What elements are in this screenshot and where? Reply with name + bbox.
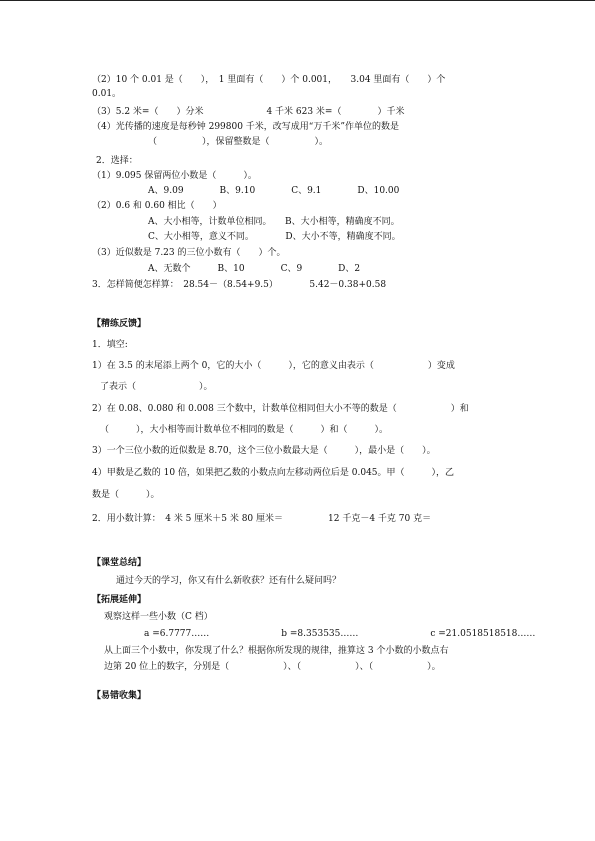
extension-question-line2: 边第 20 位上的数字，分别是（ ）、（ ）、（ ）。 bbox=[104, 662, 441, 672]
q2-line1: （2）10 个 0.01 是（ ）， 1 里面有（ ）个 0.001， 3.04 里面有（ ）个 bbox=[92, 75, 446, 85]
q3-line: （3）5.2 米=（ ）分米 4 千米 623 米=（ ）千米 bbox=[92, 107, 405, 117]
extension-heading: 【拓展延伸】 bbox=[92, 595, 147, 605]
choice-q2: （2）0.6 和 0.60 相比（ ） bbox=[92, 201, 222, 211]
extension-question-line1: 从上面三个小数中，你发现了什么？根据你所发现的规律，推算这 3 个小数的小数点右 bbox=[104, 646, 449, 656]
choice-q3: （3）近似数是 7.23 的三位小数有（ ）个。 bbox=[92, 248, 286, 258]
practice-heading: 【精练反馈】 bbox=[92, 319, 147, 329]
extension-numbers: a =6.7777…… b =8.353535…… c =21.0518518518…… bbox=[144, 629, 536, 639]
q4-line2: （ ），保留整数是（ ）。 bbox=[148, 137, 329, 147]
q2-line2: 0.01。 bbox=[92, 89, 122, 99]
calc-line: 2．用小数计算： 4 米 5 厘米＋5 米 80 厘米＝ 12 千克－4 千克 70 克＝ bbox=[92, 514, 432, 524]
extension-intro: 观察这样一些小数（C 档） bbox=[104, 612, 213, 622]
choice-q2-options-cd: C、大小相等，意义不同。 D、大小不等，精确度不同。 bbox=[148, 232, 401, 242]
choice-q1-options: A、9.09 B、9.10 C、9.1 D、10.00 bbox=[148, 186, 400, 196]
fill-2-line2: （ ），大小相等而计数单位不相同的数是（ ）和（ ）。 bbox=[100, 425, 389, 435]
summary-text: 通过今天的学习，你又有什么新收获？还有什么疑问吗？ bbox=[116, 576, 342, 586]
fill-2-line1: 2）在 0.08、0.080 和 0.008 三个数中，计数单位相同但大小不等的数是（ ）和 bbox=[92, 404, 469, 414]
fill-4-line2: 数是（ ）。 bbox=[92, 490, 160, 500]
simplify-line: 3．怎样简便怎样算： 28.54－（8.54+9.5） 5.42－0.38+0.58 bbox=[92, 280, 387, 290]
fill-3: 3）一个三位小数的近似数是 8.70，这个三位小数最大是（ ），最小是（ ）。 bbox=[92, 446, 436, 456]
fill-1-line2: 了表示（ ）。 bbox=[100, 382, 213, 392]
q4-line1: （4）光传播的速度是每秒钟 299800 千米，改写成用“万千米”作单位的数是 bbox=[92, 122, 400, 132]
fill-4-line1: 4）甲数是乙数的 10 倍，如果把乙数的小数点向左移动两位后是 0.045。甲（ ），乙 bbox=[92, 468, 455, 478]
fill-title: 1．填空: bbox=[92, 340, 128, 350]
choice-title: 2．选择： bbox=[96, 156, 138, 166]
choice-q3-options: A、无数个 B、10 C、9 D、2 bbox=[148, 264, 361, 274]
fill-1-line1: 1）在 3.5 的末尾添上两个 0，它的大小（ ），它的意义由表示（ ）变成 bbox=[92, 361, 455, 371]
choice-q2-options-ab: A、大小相等，计数单位相同。 B、大小相等，精确度不同。 bbox=[148, 217, 400, 227]
choice-q1: （1）9.095 保留两位小数是（ ）。 bbox=[92, 171, 257, 181]
summary-heading: 【课堂总结】 bbox=[92, 558, 147, 568]
errors-heading: 【易错收集】 bbox=[92, 691, 147, 701]
